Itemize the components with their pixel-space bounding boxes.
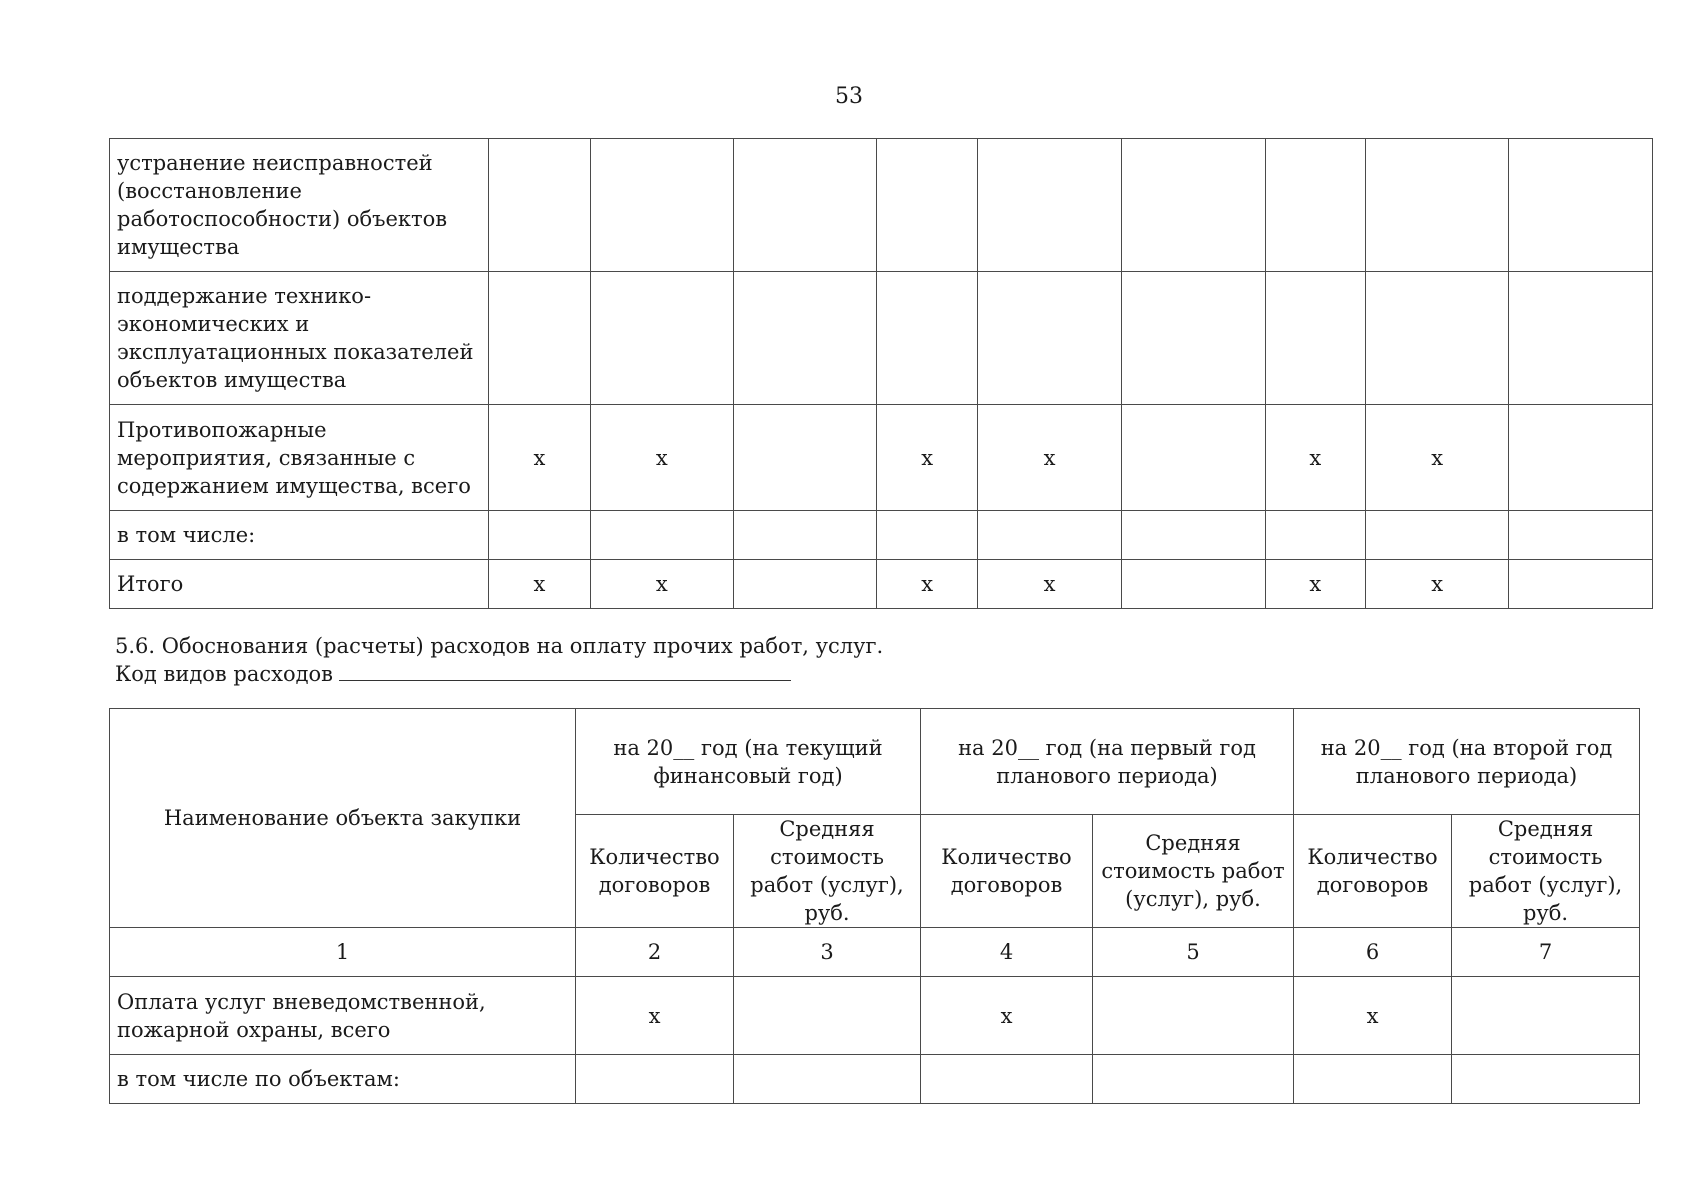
- table-cell: [1509, 139, 1653, 272]
- table-cell: x: [1294, 977, 1452, 1055]
- header-period-first-plan: на 20__ год (на первый год планового периода): [921, 709, 1294, 815]
- table-cell: [734, 511, 877, 560]
- table-cell: [734, 560, 877, 609]
- table-cell: [489, 272, 590, 405]
- table-cell: [1509, 272, 1653, 405]
- table-cell: x: [977, 560, 1121, 609]
- subheader-average-cost: Средняя стоимость работ (услуг), руб.: [734, 815, 921, 928]
- row-label: Итого: [110, 560, 489, 609]
- table-cell: [590, 139, 733, 272]
- table-cell: [1509, 560, 1653, 609]
- table-cell: [1365, 272, 1508, 405]
- table-cell: [1452, 977, 1640, 1055]
- table-cell: [1122, 511, 1265, 560]
- column-number: 5: [1093, 928, 1294, 977]
- table-cell: [977, 272, 1121, 405]
- subheader-contract-count: Количество договоров: [921, 815, 1093, 928]
- table-cell: [1365, 511, 1508, 560]
- table-cell: [590, 272, 733, 405]
- column-number: 7: [1452, 928, 1640, 977]
- table-cell: [1452, 1055, 1640, 1104]
- page-number: 53: [835, 84, 863, 109]
- row-label: поддержание технико-экономических и эксплуатационных показателей объектов имущества: [110, 272, 489, 405]
- column-number: 1: [110, 928, 576, 977]
- column-number: 3: [734, 928, 921, 977]
- header-object-name: Наименование объекта закупки: [110, 709, 576, 928]
- table-cell: [1294, 1055, 1452, 1104]
- table-cell: [1265, 511, 1365, 560]
- header-period-current: на 20__ год (на текущий финансовый год): [576, 709, 921, 815]
- table-row: [110, 1055, 1640, 1104]
- table-cell: x: [977, 405, 1121, 511]
- table-cell: [977, 511, 1121, 560]
- table-cell: [1122, 139, 1265, 272]
- table-cell: [1122, 560, 1265, 609]
- table-cell: [1122, 272, 1265, 405]
- column-number: 6: [1294, 928, 1452, 977]
- table-cell: [590, 511, 733, 560]
- table-cell: x: [1365, 405, 1508, 511]
- section-heading-block: [115, 632, 883, 688]
- subheader-average-cost: Средняя стоимость работ (услуг), руб.: [1093, 815, 1294, 928]
- table-cell: x: [1265, 560, 1365, 609]
- table-row: [110, 560, 1653, 609]
- table-cell: x: [590, 405, 733, 511]
- table-cell: x: [877, 405, 977, 511]
- table-row: [110, 272, 1653, 405]
- table-cell: [1265, 139, 1365, 272]
- table-cell: [576, 1055, 734, 1104]
- header-period-second-plan: на 20__ год (на второй год планового периода): [1294, 709, 1640, 815]
- table-cell: [1509, 405, 1653, 511]
- table-cell: [489, 139, 590, 272]
- table-cell: [1093, 1055, 1294, 1104]
- expense-code-line: [115, 660, 883, 688]
- table-cell: [1265, 272, 1365, 405]
- table-cell: [1093, 977, 1294, 1055]
- subheader-average-cost: Средняя стоимость работ (услуг), руб.: [1452, 815, 1640, 928]
- table-cell: [1122, 405, 1265, 511]
- purchase-justification-table: [109, 708, 1640, 1104]
- column-number: 4: [921, 928, 1093, 977]
- column-number: 2: [576, 928, 734, 977]
- table-row: [110, 977, 1640, 1055]
- table-cell: x: [576, 977, 734, 1055]
- table-cell: [734, 272, 877, 405]
- table-row: [110, 139, 1653, 272]
- section-heading: 5.6. Обоснования (расчеты) расходов на оплату прочих работ, услуг.: [115, 634, 884, 658]
- expense-table-continued: [109, 138, 1653, 609]
- row-label: Оплата услуг вневедомственной, пожарной охраны, всего: [110, 977, 576, 1055]
- expense-code-blank: [339, 660, 791, 681]
- row-label: устранение неисправностей (восстановление работоспособности) объектов имущества: [110, 139, 489, 272]
- table-cell: [877, 511, 977, 560]
- row-label: Противопожарные мероприятия, связанные с содержанием имущества, всего: [110, 405, 489, 511]
- table-cell: [489, 511, 590, 560]
- row-label: в том числе по объектам:: [110, 1055, 576, 1104]
- table-cell: [734, 977, 921, 1055]
- table-cell: [734, 139, 877, 272]
- table-cell: [921, 1055, 1093, 1104]
- table-cell: x: [489, 405, 590, 511]
- table-cell: x: [921, 977, 1093, 1055]
- table-row: [110, 511, 1653, 560]
- row-label: в том числе:: [110, 511, 489, 560]
- table-row: [110, 405, 1653, 511]
- expense-code-label: Код видов расходов: [115, 662, 333, 686]
- table-cell: x: [877, 560, 977, 609]
- subheader-contract-count: Количество договоров: [576, 815, 734, 928]
- table-cell: [734, 1055, 921, 1104]
- table-cell: [877, 139, 977, 272]
- table-cell: [1365, 139, 1508, 272]
- table-cell: [877, 272, 977, 405]
- table-cell: [977, 139, 1121, 272]
- table-cell: [1509, 511, 1653, 560]
- subheader-contract-count: Количество договоров: [1294, 815, 1452, 928]
- table-cell: x: [1265, 405, 1365, 511]
- table-cell: x: [489, 560, 590, 609]
- table-cell: x: [590, 560, 733, 609]
- table-cell: [734, 405, 877, 511]
- table-cell: x: [1365, 560, 1508, 609]
